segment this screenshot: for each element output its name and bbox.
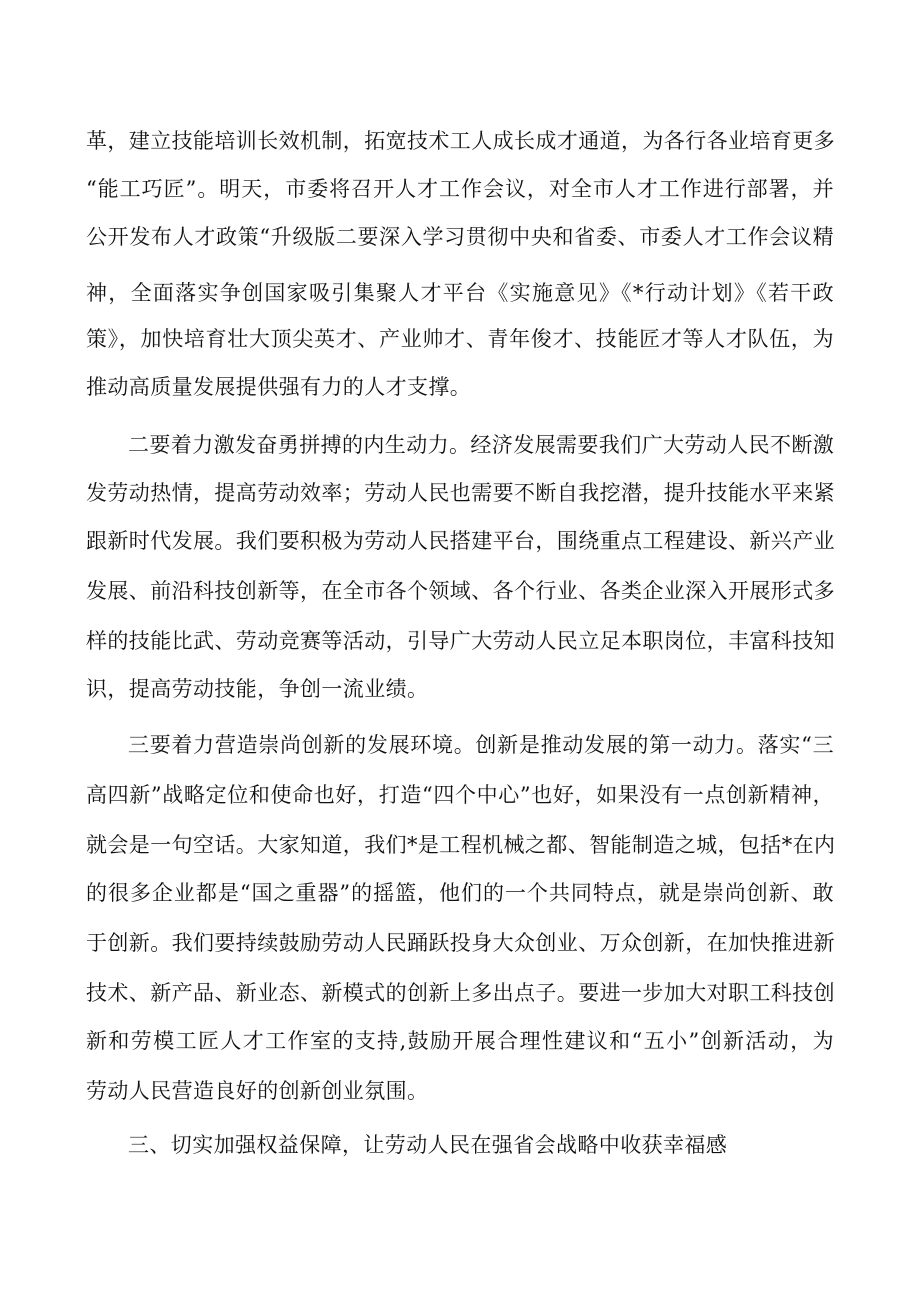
paragraph-3-line-6: 技术、新产品、新业态、新模式的创新上多出点子。要进一步加大对职工科技创 — [86, 981, 835, 1005]
paragraph-1-line-1: 革，建立技能培训长效机制，拓宽技术工人成长成才通道，为各行各业培育更多 — [86, 129, 835, 153]
paragraph-3-line-3: 就会是一句空话。大家知道，我们*是工程机械之都、智能制造之城，包括*在内 — [86, 833, 836, 857]
paragraph-3-line-1: 三要着力营造崇尚创新的发展环境。创新是推动发展的第一动力。落实“三 — [128, 733, 834, 757]
paragraph-3-line-7: 新和劳模工匠人才工作室的支持,鼓励开展合理性建议和“五小”创新活动，为 — [86, 1029, 834, 1053]
section-heading: 三、切实加强权益保障，让劳动人民在强省会战略中收获幸福感 — [128, 1133, 728, 1157]
paragraph-3-line-2: 高四新”战略定位和使命也好，打造“四个中心”也好，如果没有一点创新精神， — [86, 783, 834, 807]
paragraph-1-line-6: 推动高质量发展提供强有力的人才支撑。 — [86, 375, 472, 399]
paragraph-3-line-8: 劳动人民营造良好的创新创业氛围。 — [86, 1079, 429, 1103]
paragraph-3-line-4: 的很多企业都是“国之重器”的摇篮，他们的一个共同特点，就是崇尚创新、敢 — [86, 881, 834, 905]
paragraph-2-line-5: 样的技能比武、劳动竞赛等活动，引导广大劳动人民立足本职岗位，丰富科技知 — [86, 629, 835, 653]
paragraph-2-line-2: 发劳动热情，提高劳动效率；劳动人民也需要不断自我挖潜，提升技能水平来紧 — [86, 481, 835, 505]
paragraph-1-line-2: “能工巧匠”。明天，市委将召开人才工作会议，对全市人才工作进行部署，并 — [86, 177, 834, 201]
paragraph-2-line-1: 二要着力激发奋勇拼搏的内生动力。经济发展需要我们广大劳动人民不断激 — [128, 433, 835, 457]
paragraph-1-line-3: 公开发布人才政策“升级版二要深入学习贯彻中央和省委、市委人才工作会议精 — [86, 225, 834, 249]
paragraph-2-line-4: 发展、前沿科技创新等，在全市各个领域、各个行业、各类企业深入开展形式多 — [86, 579, 835, 603]
paragraph-3-line-5: 于创新。我们要持续鼓励劳动人民踊跃投身大众创业、万众创新，在加快推进新 — [86, 931, 835, 955]
paragraph-2-line-3: 跟新时代发展。我们要积极为劳动人民搭建平台，围绕重点工程建设、新兴产业 — [86, 529, 835, 553]
paragraph-1-line-5: 策》，加快培育壮大顶尖英才、产业帅才、青年俊才、技能匠才等人才队伍，为 — [86, 327, 834, 351]
paragraph-1-line-4: 神，全面落实争创国家吸引集聚人才平台《实施意见》《*行动计划》《若干政 — [86, 281, 834, 305]
paragraph-2-line-6: 识，提高劳动技能，争创一流业绩。 — [86, 677, 429, 701]
